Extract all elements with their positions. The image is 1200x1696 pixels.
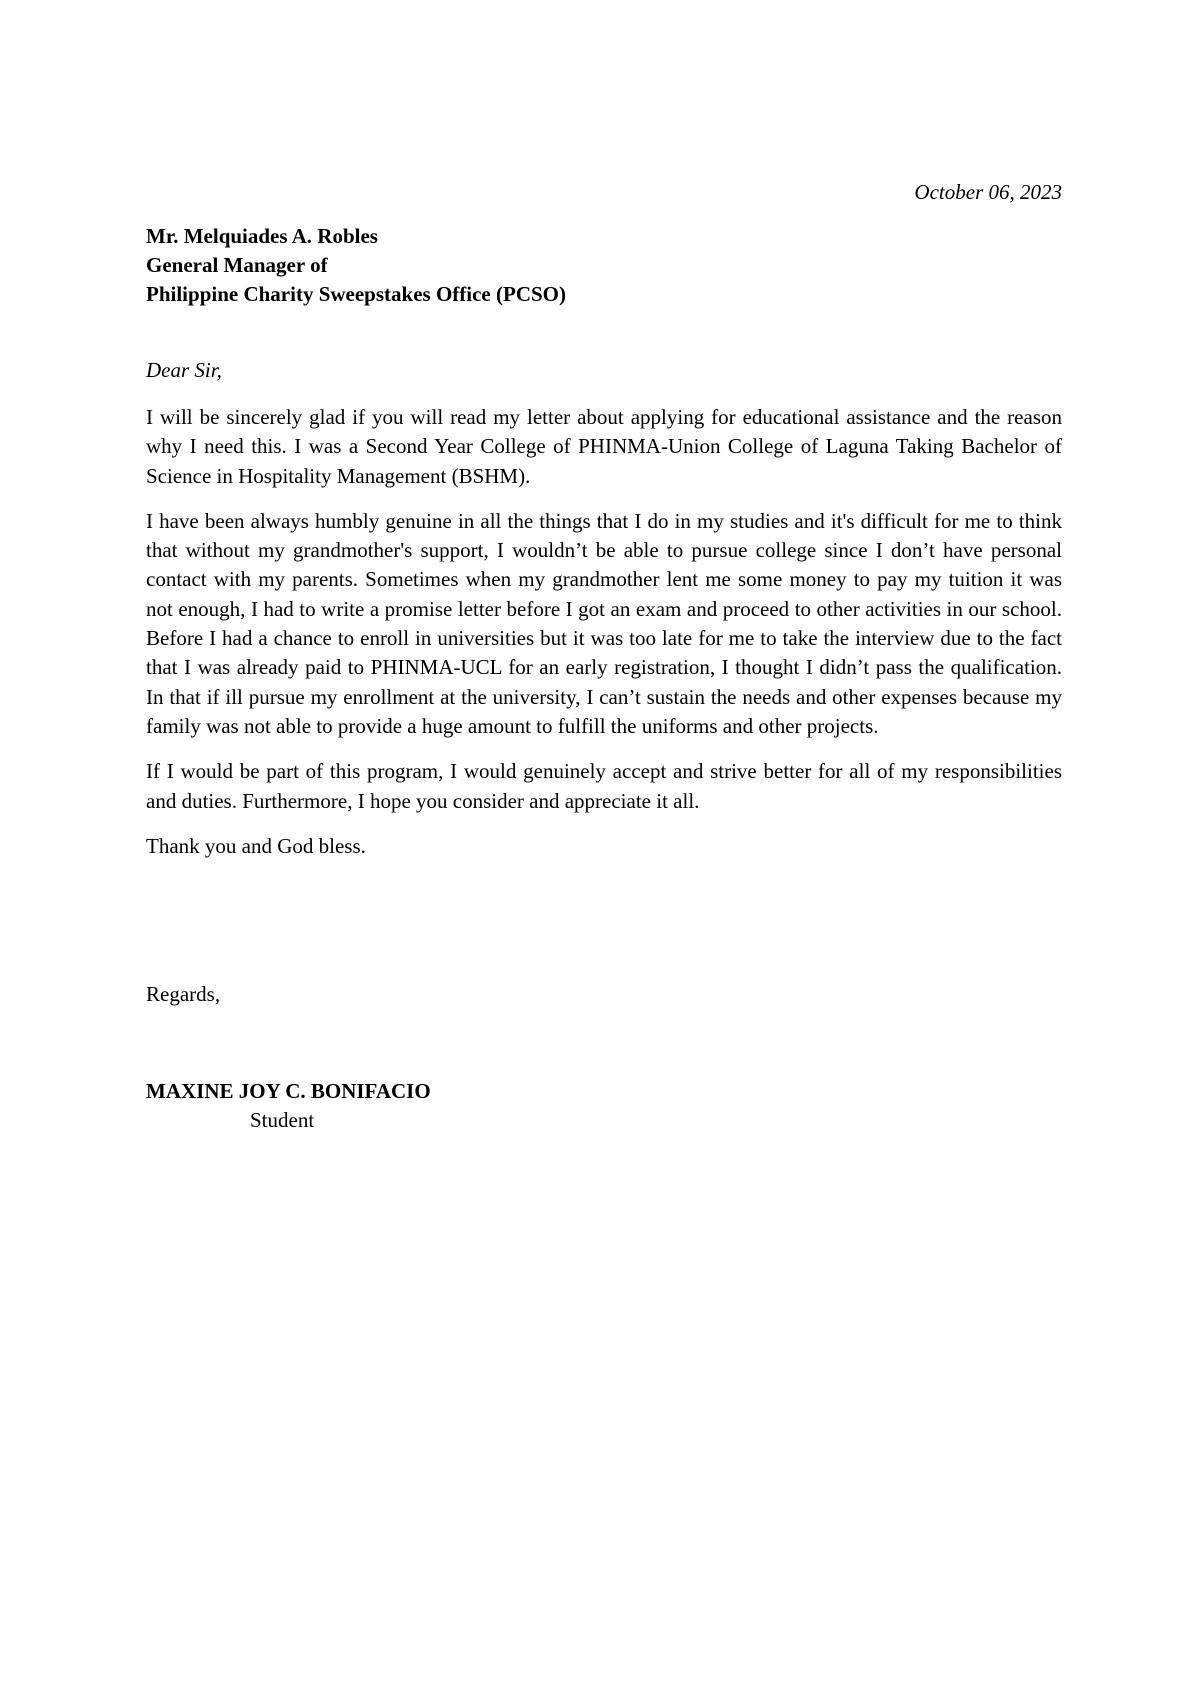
body-paragraph-4: Thank you and God bless. (146, 833, 366, 858)
signature-name: MAXINE JOY C. BONIFACIO (146, 1079, 431, 1103)
recipient-name: Mr. Melquiades A. Robles (146, 224, 378, 248)
recipient-position: General Manager of (146, 253, 328, 277)
body-paragraph-3: If I would be part of this program, I would genuinely accept and strive better for all of my responsibilities and duties. Furthermore, I hope you consider and appreciate it all. (146, 759, 1062, 813)
closing: Regards, (146, 982, 221, 1006)
body-paragraph-1: I will be sincerely glad if you will read my letter about applying for educational assistance and the reason why I need this. I was a Second Year College of PHINMA-Union College of Laguna Taking Bachelor of Science in Hospitality Management (BSHM). (146, 405, 1062, 488)
signature-title: Student (250, 1108, 315, 1132)
recipient-organization: Philippine Charity Sweepstakes Office (PCSO) (146, 282, 566, 306)
recipient-block (146, 222, 566, 309)
letter-date: October 06, 2023 (914, 180, 1062, 204)
salutation: Dear Sir, (146, 358, 222, 382)
letter-body (146, 403, 1062, 877)
body-paragraph-2: I have been always humbly genuine in all the things that I do in my studies and it's difficult for me to think that without my grandmother's support, I wouldn’t be able to pursue college since I don’t have personal contact with my parents. Sometimes when my grandmother lent me some money to pay my tuition it was not enough, I had to write a promise letter before I got an exam and proceed to other activities in our school. Before I had a chance to enroll in universities but it was too late for me to take the interview due to the fact that I was already paid to PHINMA-UCL for an early registration, I thought I didn’t pass the qualification. In that if ill pursue my enrollment at the university, I can’t sustain the needs and other expenses because my family was not able to provide a huge amount to fulfill the uniforms and other projects. (146, 508, 1062, 738)
